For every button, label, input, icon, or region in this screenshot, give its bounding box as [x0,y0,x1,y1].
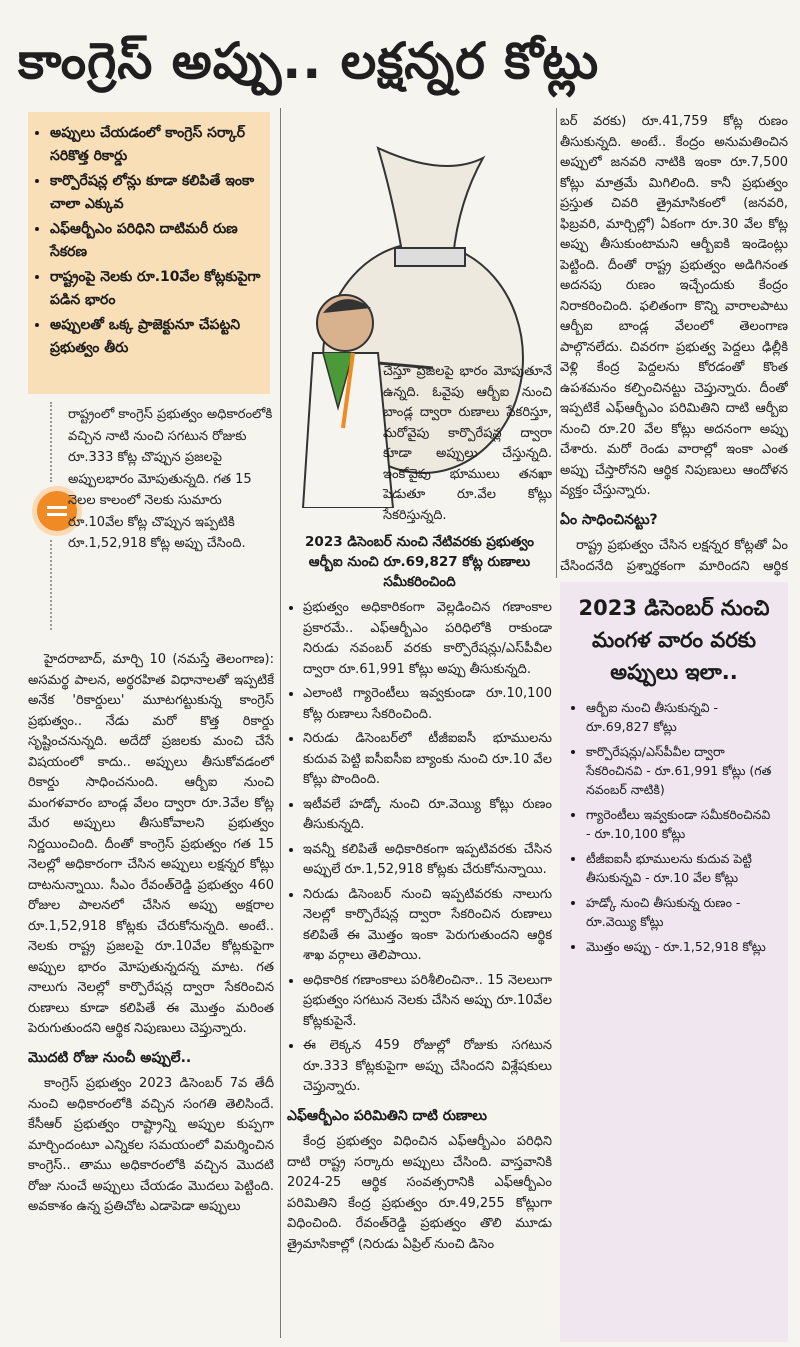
intro-paragraph: రాష్ట్రంలో కాంగ్రెస్ ప్రభుత్వం అధికారంలోకి వచ్చిన నాటి నుంచి సగటున రోజుకు రూ.333 కోట్ల చొప్పున ప్రజలపై అప్పులభారం మోపుతున్నది. గత 15 నెలల కాలంలో నెలకు సుమారు రూ.10వేల కోట్ల చొప్పున ఇప్పటికి రూ.1,52,918 కోట్ల అప్పు చేసింది. [68,407,273,551]
summary-item: • ఆర్బీఐ నుంచి తీసుకున్నవి - రూ.69,827 కోట్లు [586,698,778,736]
body-paragraph: కేంద్ర ప్రభుత్వం విధించిన ఎఫ్ఆర్బీఎం పరిధిని దాటి రాష్ట్ర సర్కారు అప్పులు చేసింది. వాస్తవానికి 2024-25 ఆర్థిక సంవత్సరానికి ఎఫ్ఆర్బీఎం పరిమితిని కేంద్ర ప్రభుత్వం రూ.49,255 కోట్లుగా విధించింది. రేవంత్‌రెడ్డి ప్రభుత్వం తొలి మూడు త్రైమాసికాల్లో (నిరుడు ఏప్రిల్ నుంచి డిసెం [287,1134,552,1252]
summary-item: • కార్పొరేషన్లు/ఎస్‌పీవీల ద్వారా సేకరించినవి - రూ.61,991 కోట్లు (గత నవంబర్ నాటికి) [586,742,778,799]
list-item: • ఈ లెక్కన 459 రోజుల్లో రోజుకు సగటున రూ.333 కోట్లకుపైగా అప్పు చేసిందని విశ్లేషకులు చెప్తున్నారు. [303,1036,552,1098]
body-paragraph: కాంగ్రెస్ ప్రభుత్వం 2023 డిసెంబర్ 7వ తేదీ నుంచి అధికారంలోకి వచ్చిన సంగతి తెలిసిందే. కేసీఆర్ ప్రభుత్వం రాష్ట్రాన్ని అప్పుల కుప్పగా మార్చిందంటూ ఎన్నికల సమయంలో విమర్శించిన కాంగ్రెస్.. తాము అధికారంలోకి వచ్చిన మొదటి రోజు నుంచే అప్పులు చేయడం మొదలు పెట్టింది. అవకాశం ఉన్న ప్రతిచోట ఎడాపెడా అప్పులు [28,1076,274,1214]
list-item: • ప్రభుత్వం అధికారికంగా వెల్లడించిన గణాంకాల ప్రకారమే.. ఎఫ్ఆర్బీఎం పరిధిలోకి రాకుండా నిరుడు నవంబర్ వరకు కార్పొరేషన్లు/ఎస్‌పీవీల ద్వారా రూ.61,991 కోట్లు అప్పు తీసుకున్నది. [303,598,552,680]
body-paragraph: చేస్తూ ప్రజలపై భారం మోపుతూనే ఉన్నది. ఓవైపు ఆర్బీఐ నుంచి బాండ్ల ద్వారా రుణాలు సేకరిస్తూ, మరోవైపు కార్పొరేషన్ల ద్వారా కూడా అప్పులు చేస్తున్నది. ఇంకోవైపు భూములు తనఖా పెడుతూ రూ.వేల కోట్లు సేకరిస్తున్నది. [383,364,552,523]
list-item: • నిరుడు డిసెంబర్ నుంచి ఇప్పటివరకు నాలుగు నెలల్లో కార్పొరేషన్ల ద్వారా సేకరించిన రుణాలు కలిపితే ఈ మొత్తం ఇంకా పెరుగుతుందని ఆర్థిక శాఖ వర్గాలు తెలిపాయి. [303,885,552,967]
headline: కాంగ్రెస్ అప్పు.. లక్షన్నర కోట్లు [18,32,600,90]
column-2 [287,112,552,1337]
body-paragraph: బర్ వరకు) రూ.41,759 కోట్ల రుణం తీసుకున్నది. అంటే.. కేంద్రం అనుమతించిన అప్పులో జనవరి నాటికి ఇంకా రూ.7,500 కోట్లు మాత్రమే మిగిలింది. కానీ ప్రభుత్వం ప్రస్తుత చివరి త్రైమాసికంలో (జనవరి, ఫిబ్రవరి, మార్చిల్లో) ఏకంగా రూ.30 వేల కోట్ల అప్పు తీసుకుంటామని ఆర్బీఐకి ఇండెంట్లు పెట్టింది. దీంతో రాష్ట్ర ప్రభుత్వం అడిగినంత అదనపు రుణం ఇచ్చేందుకు కేంద్రం నిరాకరించింది. ఫలితంగా కొన్ని వారాలపాటు ఆర్బీఐ బాండ్ల వేలంలో తెలంగాణ పాల్గొనలేదు. చివరగా ప్రభుత్వ పెద్దలు ఢిల్లీకి వెళ్లి కేంద్ర పెద్దలను కోరడంతో కొంత ఉపశమనం కల్పించినట్టు చెప్తున్నారు. దీంతో ఇప్పటికే ఎఫ్ఆర్బీఎం పరిమితిని దాటి ఆర్బీఐ నుంచి రూ.20 వేల కోట్లు అదనంగా అప్పు చేశారు. మరో రెండు వారాల్లో ఇంకా ఎంత అప్పు చేస్తారోనని ఆర్థిక నిపుణులు ఆందోళన వ్యక్తం చేస్తున్నారు. [560,114,788,498]
body-paragraph: రాష్ట్ర ప్రభుత్వం చేసిన లక్షన్నర కోట్లతో ఏం చేసిందనేది ప్రశ్నార్థకంగా మారిందని ఆర్థిక [560,538,788,574]
body-paragraph-wrap [383,362,552,526]
column-rule [280,108,281,1338]
list-item: • ఎలాంటి గ్యారెంటీలు ఇవ్వకుండా రూ.10,100 కోట్ల రుణాలు సేకరించింది. [303,684,552,725]
bullet-list [287,598,552,1098]
subheading: 2023 డిసెంబర్ నుంచి నేటివరకు ప్రభుత్వం ఆర్బీఐ నుంచి రూ.69,827 కోట్ల రుణాలు సమీకరించింది [305,534,534,590]
body-paragraph: హైదరాబాద్, మార్చి 10 (నమస్తే తెలంగాణ): అసమర్థ పాలన, అర్థరహిత విధానాలతో ఇప్పటికే అనేక 'రికార్డులు' మూటగట్టుకున్న కాంగ్రెస్ ప్రభుత్వం.. నేడు మరో కొత్త రికార్డు సృష్టించనున్నది. అదేదో ప్రజలకు మంచి చేసే విషయంలో కాదు.. అప్పులు తీసుకోవడంలో రికార్డు సాధించనుంది. ఆర్బీఐ నుంచి మంగళవారం బాండ్ల వేలం ద్వారా రూ.3వేల కోట్ల మేర అప్పులు తీసుకోవాలని ప్రభుత్వం నిర్ణయించింది. దీంతో కాంగ్రెస్ ప్రభుత్వం గత 15 నెలల్లో అధికారంగా చేసిన అప్పులు లక్షన్నర కోట్లు దాటనున్నాయి. సీఎం రేవంత్‌రెడ్డి ప్రభుత్వం 460 రోజుల పాలనలో చేసిన అప్పు అక్షరాల రూ.1,52,918 కోట్లకు చేరుకోనున్నది. అంటే.. నెలకు రాష్ట్ర ప్రజలపై రూ.10వేల కోట్లకుపైగా అప్పుల భారం మోపుతున్నదన్న మాట. గత నాలుగు నెలల్లో కార్పొరేషన్ల ద్వారా సేకరించిన రుణాలు కూడా కలిపితే ఈ మొత్తం మరింత పెరుగుతుందని ఆర్థిక నిపుణులు చెప్తున్నారు. [28,652,274,1036]
list-item: • ఇటీవలే హడ్కో నుంచి రూ.వెయ్యి కోట్లు రుణం తీసుకున్నది. [303,795,552,836]
list-item: • అధికారిక గణాంకాలు పరిశీలించినా.. 15 నెలలుగా ప్రభుత్వం సగటున నెలకు చేసిన అప్పు రూ.10వేల కోట్లకుపైనే. [303,971,552,1033]
summary-box [560,582,788,1342]
summary-item: • మొత్తం అప్పు - రూ.1,52,918 కోట్లు [586,937,778,956]
highlight-item: • రాష్ట్రంపై నెలకు రూ.10వేల కోట్లకుపైగా పడిన భారం [50,266,262,312]
highlight-item: • కార్పొరేషన్ల లోన్లు కూడా కలిపితే ఇంకా చాలా ఎక్కువ [50,170,262,216]
highlight-item: • అప్పులు చేయడంలో కాంగ్రెస్ సర్కార్ సరికొత్త రికార్డు [50,122,262,168]
column-rule [556,108,557,578]
dotted-line [50,540,54,630]
dotted-line [50,402,54,482]
summary-item: • టీజీఐఐసీ భూములను కుదువ పెట్టి తీసుకున్నవి - రూ.10 వేల కోట్లు [586,849,778,887]
column-3 [560,112,788,577]
highlight-item: • అప్పులతో ఒక్క ప్రాజెక్టునూ చేపట్టని ప్రభుత్వం తీరు [50,314,262,360]
subheading: మొదటి రోజు నుంచీ అప్పులే.. [28,1049,192,1066]
list-item: • నిరుడు డిసెంబర్‌లో టీజీఐఐసీ భూములను కుదువ పెట్టి ఐసీఐసీఐ బ్యాంకు నుంచి రూ.10 వేల కోట్లు పొందింది. [303,729,552,791]
column-1 [28,650,274,1340]
summary-item: • హడ్కో నుంచి తీసుకున్న రుణం - రూ.వెయ్యి కోట్లు [586,893,778,931]
subheading: ఎఫ్ఆర్బీఎం పరిమితిని దాటి రుణాలు [287,1107,488,1124]
highlights-box [28,112,270,394]
summary-box-title: 2023 డిసెంబర్ నుంచి మంగళ వారం వరకు అప్పులు ఇలా.. [578,596,770,684]
highlight-item: • ఎఫ్ఆర్బీఎం పరిధిని దాటిమరీ రుణ సేకరణ [50,218,262,264]
summary-item: • గ్యారెంటీలు ఇవ్వకుండా సమీకరించినవి - రూ.10,100 కోట్లు [586,805,778,843]
subheading: ఏం సాధించినట్టు? [560,511,658,528]
list-item: • ఇవన్నీ కలిపితే అధికారికంగా ఇప్పటివరకు చేసిన అప్పులే రూ.1,52,918 కోట్లకు చేరుకోనున్నాయి. [303,840,552,881]
summary-list [570,698,778,956]
